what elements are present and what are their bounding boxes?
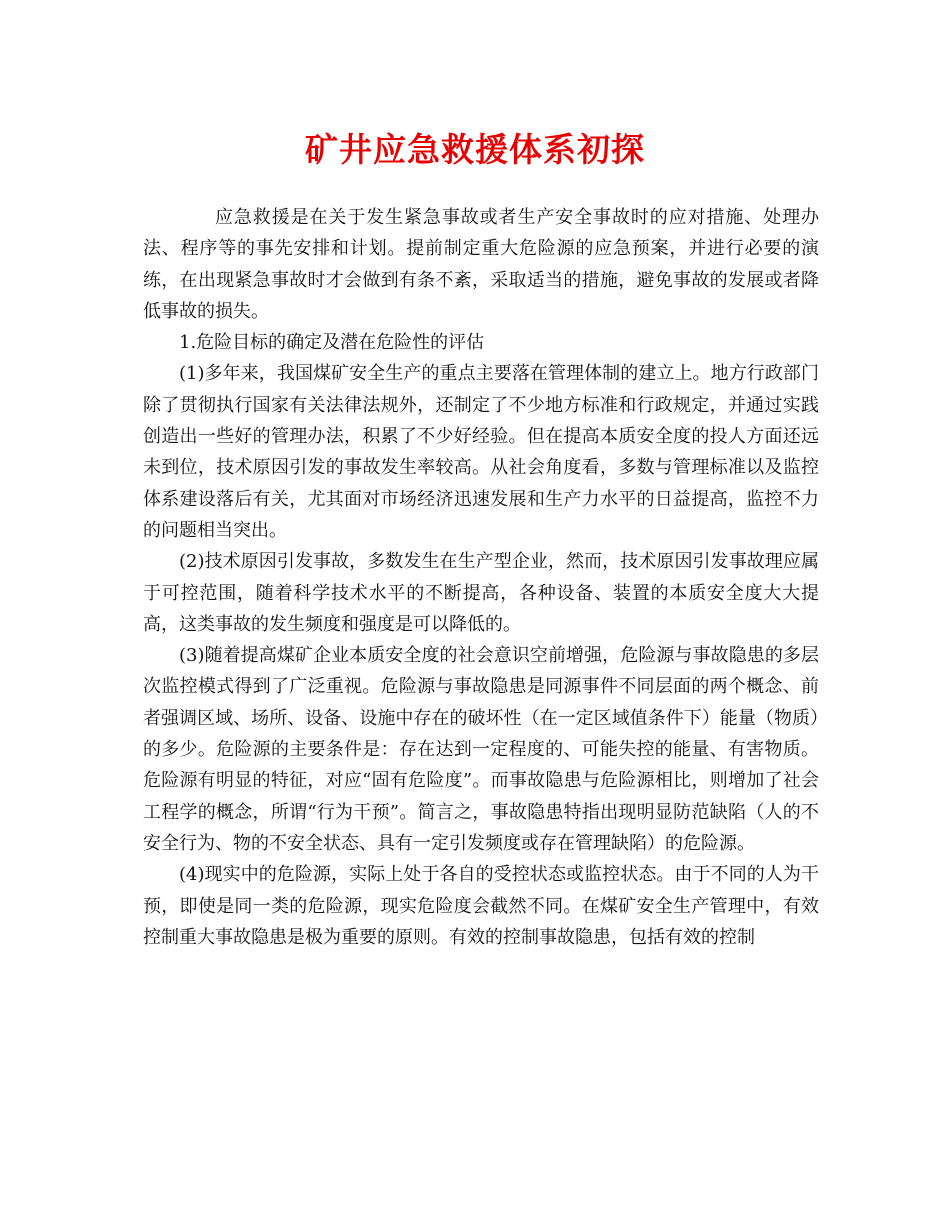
- section-heading-1: 1.危险目标的确定及潜在危险性的评估: [179, 332, 485, 354]
- paragraph-intro: 应急救援是在关于发生紧急事故或者生产安全事故时的应对措施、处理办法、程序等的事先安排和计划。提前制定重大危险源的应急预案，并进行必要的演练，在出现紧急事故时才会做到有条不紊，采取适当的措施，避免事故的发展或者降低事故的损失。: [143, 207, 819, 322]
- paragraph-item-4: (4)现实中的危险源，实际上处于各自的受控状态或监控状态。由于不同的人为干预，即使是同一类的危险源，现实危险度会截然不同。在煤矿安全生产管理中，有效控制重大事故隐患是极为重要的原则。有效的控制事故隐患，包括有效的控制: [143, 864, 819, 948]
- document-title: 矿井应急救援体系初探: [305, 130, 645, 169]
- document-body: [143, 202, 819, 953]
- paragraph-item-3: (3)随着提高煤矿企业本质安全度的社会意识空前增强，危险源与事故隐患的多层次监控模式得到了广泛重视。危险源与事故隐患是同源事件不同层面的两个概念、前者强调区域、场所、设备、设施中存在的破坏性（在一定区域值条件下）能量（物质）的多少。危险源的主要条件是：存在达到一定程度的、可能失控的能量、有害物质。危险源有明显的特征，对应“固有危险度”。而事故隐患与危险源相比，则增加了社会工程学的概念，所谓“行为干预”。简言之，事故隐患特指出现明显防范缺陷（人的不安全行为、物的不安全状态、具有一定引发频度或存在管理缺陷）的危险源。: [143, 645, 819, 854]
- paragraph-item-1: (1)多年来，我国煤矿安全生产的重点主要落在管理体制的建立上。地方行政部门除了贯彻执行国家有关法律法规外，还制定了不少地方标准和行政规定，并通过实践创造出一些好的管理办法，积累了不少好经验。但在提高本质安全度的投人方面还远未到位，技术原因引发的事故发生率较高。从社会角度看，多数与管理标准以及监控体系建设落后有关，尤其面对市场经济迅速发展和生产力水平的日益提高，监控不力的问题相当突出。: [143, 363, 819, 541]
- paragraph-item-2: (2)技术原因引发事故，多数发生在生产型企业，然而，技术原因引发事故理应属于可控范围，随着科学技术水平的不断提高，各种设备、装置的本质安全度大大提高，这类事故的发生频度和强度是可以降低的。: [143, 551, 819, 635]
